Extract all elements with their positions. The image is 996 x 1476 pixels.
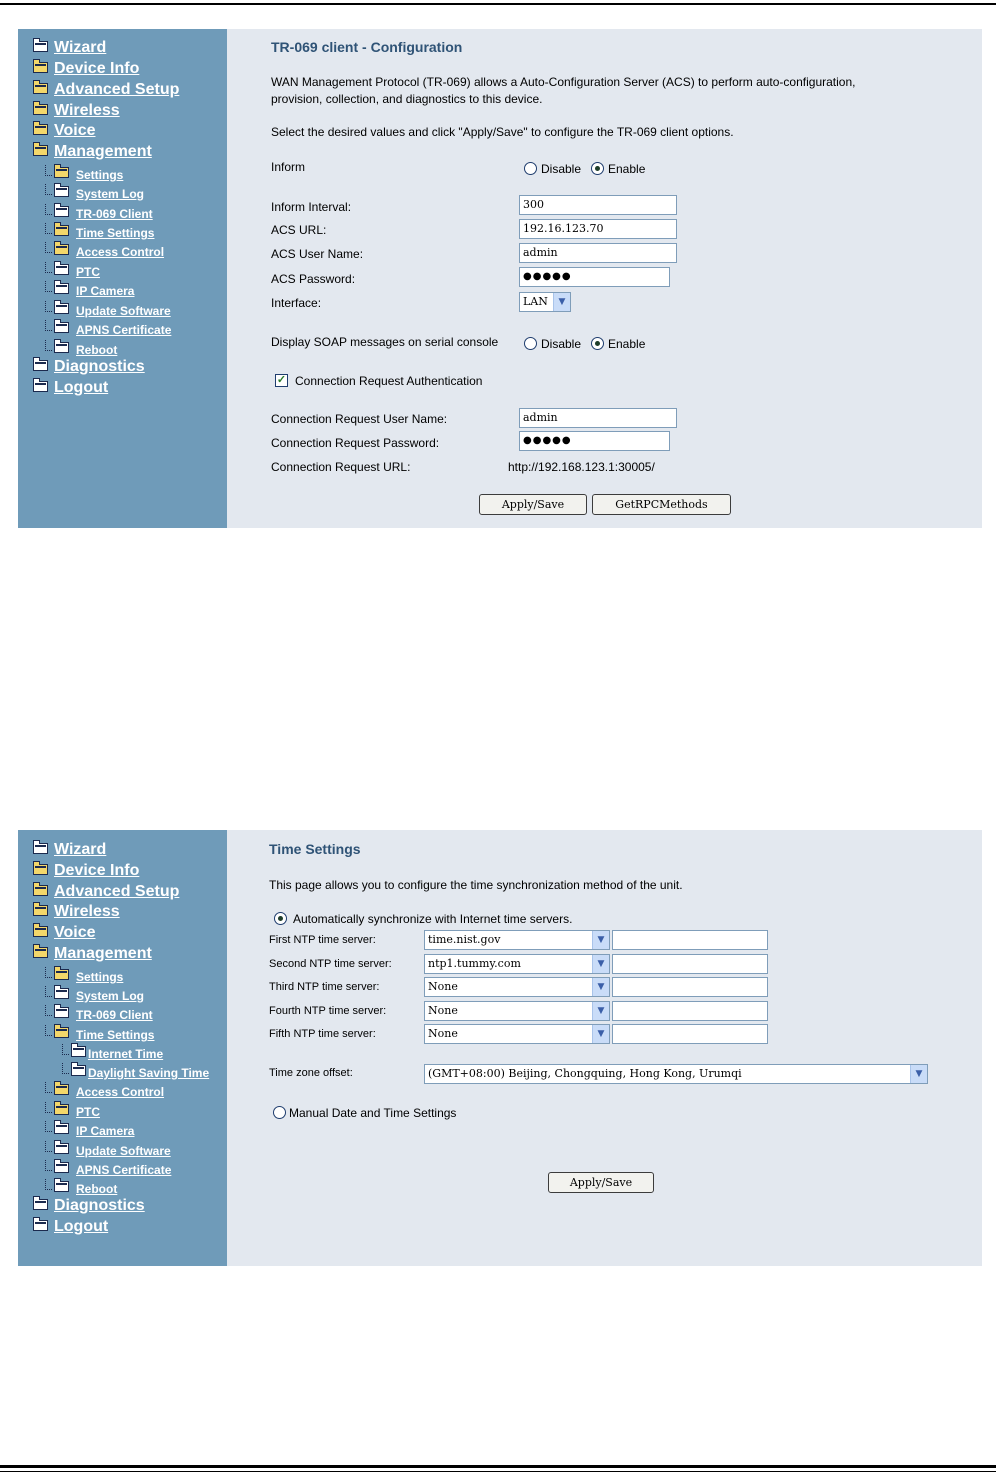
folder-icon xyxy=(33,41,48,52)
sidebar-nav xyxy=(18,830,227,1266)
nav-link-settings[interactable]: Settings xyxy=(76,970,124,984)
nav-link-access-control[interactable]: Access Control xyxy=(76,1085,165,1099)
nav-link-diagnostics[interactable]: Diagnostics xyxy=(54,1197,145,1214)
nav-link-apns-certificate[interactable]: APNS Certificate xyxy=(76,1163,172,1177)
folder-open-icon xyxy=(54,244,69,255)
nav-link-access-control[interactable]: Access Control xyxy=(76,245,165,259)
nav-link-wireless[interactable]: Wireless xyxy=(54,102,120,119)
tree-branch xyxy=(45,1141,52,1152)
tree-branch xyxy=(45,184,52,195)
ntp-server-5-label: Fifth NTP time server: xyxy=(269,1028,376,1040)
interface-select-value: LAN xyxy=(523,295,548,308)
timezone-select-value: (GMT+08:00) Beijing, Chongquing, Hong Kong, Urumqi xyxy=(428,1067,742,1080)
folder-open-icon xyxy=(33,83,48,94)
ntp-server-5-custom-input[interactable] xyxy=(612,1024,768,1044)
folder-open-icon xyxy=(54,969,69,980)
ntp-server-4-custom-input[interactable] xyxy=(612,1001,768,1021)
connection-password-input[interactable]: ●●●●● xyxy=(519,431,670,451)
description-line-2: provision, collection, and diagnostics to this device. xyxy=(271,92,543,106)
tree-branch xyxy=(62,1063,69,1074)
page-header-rule xyxy=(0,3,996,5)
connection-auth-checkbox[interactable]: ✓ xyxy=(276,374,287,386)
folder-icon xyxy=(33,1199,48,1210)
manual-datetime-radio[interactable] xyxy=(273,1106,286,1119)
connection-username-input[interactable]: admin xyxy=(519,408,677,428)
chevron-down-icon[interactable]: ▼ xyxy=(553,293,570,311)
nav-link-reboot[interactable]: Reboot xyxy=(76,343,118,357)
tree-branch xyxy=(45,1102,52,1113)
inform-label: Inform xyxy=(271,160,306,174)
folder-open-icon xyxy=(33,926,48,937)
chevron-down-icon[interactable]: ▼ xyxy=(592,1002,609,1020)
nav-link-management[interactable]: Management xyxy=(54,945,152,962)
connection-password-label: Connection Request Password: xyxy=(271,436,440,450)
folder-icon xyxy=(54,1143,69,1154)
folder-open-icon xyxy=(54,225,69,236)
ntp-server-1-select[interactable] xyxy=(424,930,610,950)
nav-link-management[interactable]: Management xyxy=(54,143,152,160)
nav-link-device-info[interactable]: Device Info xyxy=(54,60,140,77)
folder-open-icon xyxy=(54,167,69,178)
ntp-server-3-value: None xyxy=(428,980,458,993)
folder-open-icon xyxy=(33,885,48,896)
tree-branch xyxy=(45,320,52,331)
nav-link-wizard[interactable]: Wizard xyxy=(54,841,107,858)
folder-icon xyxy=(54,988,69,999)
ntp-server-5-value: None xyxy=(428,1027,458,1040)
page-footer-rule-thin xyxy=(0,1471,996,1472)
ntp-server-2-label: Second NTP time server: xyxy=(269,958,392,970)
apply-save-button[interactable]: Apply/Save xyxy=(479,494,587,515)
timezone-label: Time zone offset: xyxy=(269,1067,353,1079)
folder-open-icon xyxy=(54,1104,69,1115)
folder-open-icon xyxy=(33,905,48,916)
nav-link-ptc[interactable]: PTC xyxy=(76,265,100,279)
folder-open-icon xyxy=(33,62,48,73)
folder-icon xyxy=(54,1181,69,1192)
inform-enable-radio[interactable] xyxy=(591,162,604,175)
nav-link-update-software[interactable]: Update Software xyxy=(76,1144,171,1158)
nav-link-internet-time[interactable]: Internet Time xyxy=(88,1047,164,1061)
soap-label: Display SOAP messages on serial console xyxy=(271,335,499,349)
folder-icon xyxy=(54,264,69,275)
tree-branch xyxy=(62,1044,69,1055)
nav-link-tr069-client[interactable]: TR-069 Client xyxy=(76,207,153,221)
sidebar-nav xyxy=(18,29,227,528)
acs-url-input[interactable]: 192.16.123.70 xyxy=(519,219,677,239)
inform-disable-radio[interactable] xyxy=(524,162,537,175)
interface-label: Interface: xyxy=(271,296,322,310)
nav-link-ptc[interactable]: PTC xyxy=(76,1105,100,1119)
chevron-down-icon[interactable]: ▼ xyxy=(592,931,609,949)
tree-branch xyxy=(45,223,52,234)
tree-branch xyxy=(45,1160,52,1171)
nav-link-apns-certificate[interactable]: APNS Certificate xyxy=(76,323,172,337)
page-footer-rule xyxy=(0,1465,996,1468)
folder-icon xyxy=(54,1123,69,1134)
tree-branch xyxy=(45,986,52,997)
ntp-server-4-select[interactable] xyxy=(424,1001,610,1021)
ntp-server-4-value: None xyxy=(428,1004,458,1017)
folder-icon xyxy=(54,303,69,314)
tr069-content xyxy=(227,29,982,528)
ntp-server-2-value: ntp1.tummy.com xyxy=(428,957,521,970)
folder-open-icon xyxy=(33,124,48,135)
folder-icon xyxy=(33,843,48,854)
tree-branch xyxy=(45,242,52,253)
time-settings-screenshot xyxy=(18,830,982,1266)
folder-open-icon xyxy=(33,947,48,958)
inform-interval-input[interactable]: 300 xyxy=(519,195,677,215)
nav-link-logout[interactable]: Logout xyxy=(54,1218,109,1235)
nav-link-reboot[interactable]: Reboot xyxy=(76,1182,118,1196)
tree-branch xyxy=(45,1025,52,1036)
nav-link-system-log[interactable]: System Log xyxy=(76,187,145,201)
description-line-1: WAN Management Protocol (TR-069) allows a Auto-Configuration Server (ACS) to perform auto-configuration, xyxy=(271,75,856,89)
nav-link-tr069-client[interactable]: TR-069 Client xyxy=(76,1008,153,1022)
soap-enable-radio[interactable] xyxy=(591,337,604,350)
nav-link-voice[interactable]: Voice xyxy=(54,924,96,941)
nav-link-ip-camera[interactable]: IP Camera xyxy=(76,284,135,298)
folder-open-icon xyxy=(33,104,48,115)
folder-open-icon xyxy=(33,864,48,875)
connection-url-label: Connection Request URL: xyxy=(271,460,411,474)
instruction-text: Select the desired values and click "Apply/Save" to configure the TR-069 client options. xyxy=(271,125,734,139)
tr069-screenshot xyxy=(18,29,982,528)
tree-branch xyxy=(45,165,52,176)
nav-link-settings[interactable]: Settings xyxy=(76,168,124,182)
manual-datetime-label: Manual Date and Time Settings xyxy=(289,1106,457,1120)
nav-link-system-log[interactable]: System Log xyxy=(76,989,145,1003)
page-title: TR-069 client - Configuration xyxy=(271,39,463,55)
get-rpc-methods-button[interactable]: GetRPCMethods xyxy=(592,494,731,515)
folder-icon xyxy=(54,1007,69,1018)
soap-enable-label: Enable xyxy=(608,337,646,351)
nav-link-ip-camera[interactable]: IP Camera xyxy=(76,1124,135,1138)
folder-icon xyxy=(71,1046,86,1057)
nav-link-voice[interactable]: Voice xyxy=(54,122,96,139)
nav-link-daylight-saving-time[interactable]: Daylight Saving Time xyxy=(88,1066,210,1080)
tree-branch xyxy=(45,262,52,273)
tree-branch xyxy=(45,340,52,351)
auto-sync-label: Automatically synchronize with Internet time servers. xyxy=(293,912,573,926)
tree-branch xyxy=(45,281,52,292)
ntp-server-3-label: Third NTP time server: xyxy=(269,981,380,993)
ntp-server-2-custom-input[interactable] xyxy=(612,954,768,974)
folder-icon xyxy=(33,360,48,371)
ntp-server-3-custom-input[interactable] xyxy=(612,977,768,997)
tree-branch xyxy=(45,204,52,215)
folder-icon xyxy=(54,342,69,353)
folder-open-icon xyxy=(54,1084,69,1095)
ntp-server-4-label: Fourth NTP time server: xyxy=(269,1005,387,1017)
connection-auth-label: Connection Request Authentication xyxy=(295,374,483,388)
folder-icon xyxy=(54,1162,69,1173)
apply-save-button[interactable]: Apply/Save xyxy=(548,1172,654,1193)
inform-disable-label: Disable xyxy=(541,162,582,176)
folder-icon xyxy=(54,283,69,294)
connection-username-label: Connection Request User Name: xyxy=(271,412,448,426)
tree-branch xyxy=(45,301,52,312)
folder-icon xyxy=(33,1220,48,1231)
nav-link-wireless[interactable]: Wireless xyxy=(54,903,120,920)
chevron-down-icon[interactable]: ▼ xyxy=(592,978,609,996)
acs-password-input[interactable]: ●●●●● xyxy=(519,267,670,287)
nav-link-time-settings[interactable]: Time Settings xyxy=(76,1028,155,1042)
acs-url-label: ACS URL: xyxy=(271,223,327,237)
inform-enable-label: Enable xyxy=(608,162,646,176)
nav-link-update-software[interactable]: Update Software xyxy=(76,304,171,318)
tree-branch xyxy=(45,967,52,978)
nav-link-wizard[interactable]: Wizard xyxy=(54,39,107,56)
folder-icon xyxy=(71,1065,86,1076)
inform-interval-label: Inform Interval: xyxy=(271,200,352,214)
nav-link-time-settings[interactable]: Time Settings xyxy=(76,226,155,240)
time-settings-content xyxy=(227,830,982,1266)
acs-password-label: ACS Password: xyxy=(271,272,356,286)
acs-username-input[interactable]: admin xyxy=(519,243,677,263)
tree-branch xyxy=(45,1121,52,1132)
chevron-down-icon[interactable]: ▼ xyxy=(592,955,609,973)
folder-icon xyxy=(54,206,69,217)
tree-branch xyxy=(45,1005,52,1016)
folder-icon xyxy=(54,322,69,333)
nav-link-logout[interactable]: Logout xyxy=(54,379,109,396)
page-title: Time Settings xyxy=(269,841,361,857)
ntp-server-5-select[interactable] xyxy=(424,1024,610,1044)
ntp-server-3-select[interactable] xyxy=(424,977,610,997)
soap-disable-label: Disable xyxy=(541,337,582,351)
ntp-server-2-select[interactable] xyxy=(424,954,610,974)
description-text: This page allows you to configure the time synchronization method of the unit. xyxy=(269,878,683,892)
soap-disable-radio[interactable] xyxy=(524,337,537,350)
chevron-down-icon[interactable]: ▼ xyxy=(910,1065,927,1083)
folder-icon xyxy=(33,381,48,392)
folder-icon xyxy=(54,186,69,197)
connection-url-value: http://192.168.123.1:30005/ xyxy=(508,460,655,474)
nav-link-diagnostics[interactable]: Diagnostics xyxy=(54,358,145,375)
interface-select[interactable] xyxy=(519,292,571,312)
timezone-select[interactable] xyxy=(424,1064,928,1084)
acs-username-label: ACS User Name: xyxy=(271,247,364,261)
chevron-down-icon[interactable]: ▼ xyxy=(592,1025,609,1043)
nav-link-device-info[interactable]: Device Info xyxy=(54,862,140,879)
tree-branch xyxy=(45,1082,52,1093)
ntp-server-1-label: First NTP time server: xyxy=(269,934,376,946)
ntp-server-1-value: time.nist.gov xyxy=(428,933,501,946)
folder-open-icon xyxy=(33,145,48,156)
folder-open-icon xyxy=(54,1027,69,1038)
nav-link-advanced-setup[interactable]: Advanced Setup xyxy=(54,81,180,98)
ntp-server-1-custom-input[interactable] xyxy=(612,930,768,950)
nav-link-advanced-setup[interactable]: Advanced Setup xyxy=(54,883,180,900)
tree-branch xyxy=(45,1179,52,1190)
auto-sync-radio[interactable] xyxy=(274,912,287,925)
